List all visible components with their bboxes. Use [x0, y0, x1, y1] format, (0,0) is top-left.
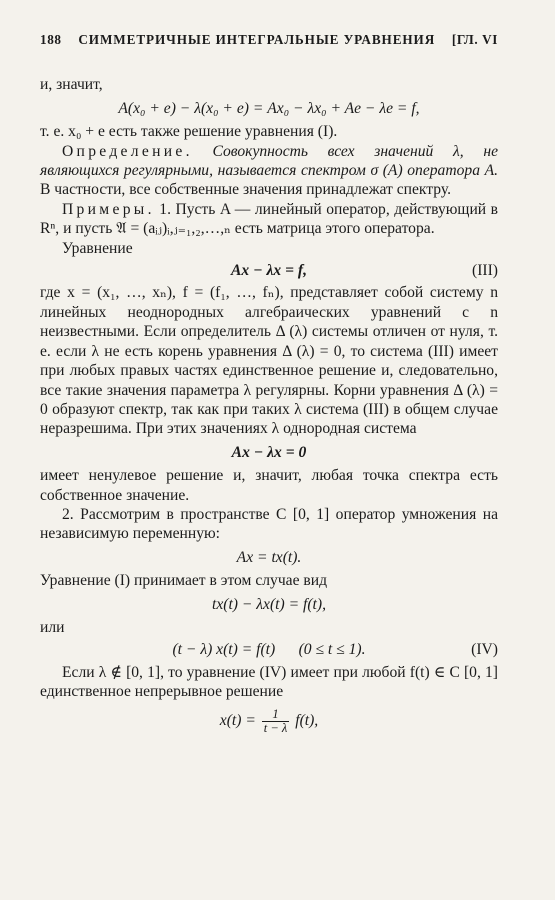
equation-7-number: (IV) [471, 641, 498, 659]
equation-8-left: x(t) = [219, 711, 256, 729]
equation-1: A(x₀ + e) − λ(x₀ + e) = Ax₀ − λx₀ + Ae − λe = f, [118, 99, 420, 117]
equation-7-body: (t − λ) x(t) = f(t) (0 ≤ t ≤ 1). [172, 641, 366, 659]
running-title: СИММЕТРИЧНЫЕ ИНТЕГРАЛЬНЫЕ УРАВНЕНИЯ [78, 32, 436, 47]
equation-5: Ax = tx(t). [236, 548, 302, 566]
equation-8-fraction [262, 708, 290, 735]
definition-heading: Определение. [62, 142, 193, 160]
running-header [40, 30, 498, 49]
equation-4: Ax − λx = 0 [231, 443, 307, 461]
equation-3-body: Ax − λx = f, [231, 262, 307, 280]
equation-6: tx(t) − λx(t) = f(t), [212, 595, 326, 613]
fraction-numerator: 1 [262, 708, 290, 722]
equation-3 [40, 261, 498, 280]
definition-text: Совокупность всех значений λ, не являющихся регулярными, называется спектром σ (A) оператора A. [40, 142, 498, 180]
page-number: 188 [40, 32, 62, 47]
equation-3-number: (III) [472, 262, 498, 280]
definition-remark: В частности, все собственные значения принадлежат спектру. [40, 181, 451, 199]
definition-paragraph [40, 142, 498, 200]
paragraph-solution: Если λ ∉ [0, 1], то уравнение (IV) имеет при любой f(t) ∈ C [0, 1] единственное непрерывное решение [40, 663, 498, 701]
text-line: или [40, 618, 65, 636]
paragraph-system: где x = (x₁, …, xₙ), f = (f₁, …, fₙ), представляет собой систему n линейных неоднородных алгебраических уравнений с n неизвестными. Если определитель Δ (λ) системы отличен от нуля, т. е. если λ не есть корень уравнения Δ (λ) = 0, то система (III) имеет при любых правых частях единственное решение и, следовательно, все такие значения параметра λ регулярны. Корни уравнения Δ (λ) = 0 образуют спектр, так как при таких λ система (III) в общем случае неразрешима. При этих значениях λ однородная система [40, 284, 498, 438]
text-line: и, значит, [40, 76, 103, 94]
paragraph-eigenvalue: имеет ненулевое решение и, значит, любая точка спектра есть собственное значение. [40, 467, 498, 504]
paragraph-example-2: 2. Рассмотрим в пространстве C [0, 1] оператор умножения на независимую переменную: [40, 505, 498, 543]
example-1-text: 1. Пусть A — линейный оператор, действующий в Rⁿ, и пусть 𝔄 = (aᵢⱼ)ᵢ,ⱼ₌₁,₂,…,ₙ есть матрица этого оператора. [40, 200, 498, 238]
text-line: Уравнение [62, 239, 133, 257]
examples-paragraph [40, 200, 498, 239]
book-page [40, 30, 498, 739]
equation-8 [40, 708, 498, 735]
chapter-label: [ГЛ. VI [451, 32, 498, 47]
text-line: т. е. x₀ + e есть также решение уравнения (I). [40, 123, 338, 141]
fraction-denominator: t − λ [263, 720, 288, 735]
equation-7 [40, 640, 498, 659]
examples-heading: Примеры. [62, 200, 155, 218]
equation-8-right: f(t), [295, 711, 319, 729]
paragraph-equation-form: Уравнение (I) принимает в этом случае вид [40, 572, 328, 590]
